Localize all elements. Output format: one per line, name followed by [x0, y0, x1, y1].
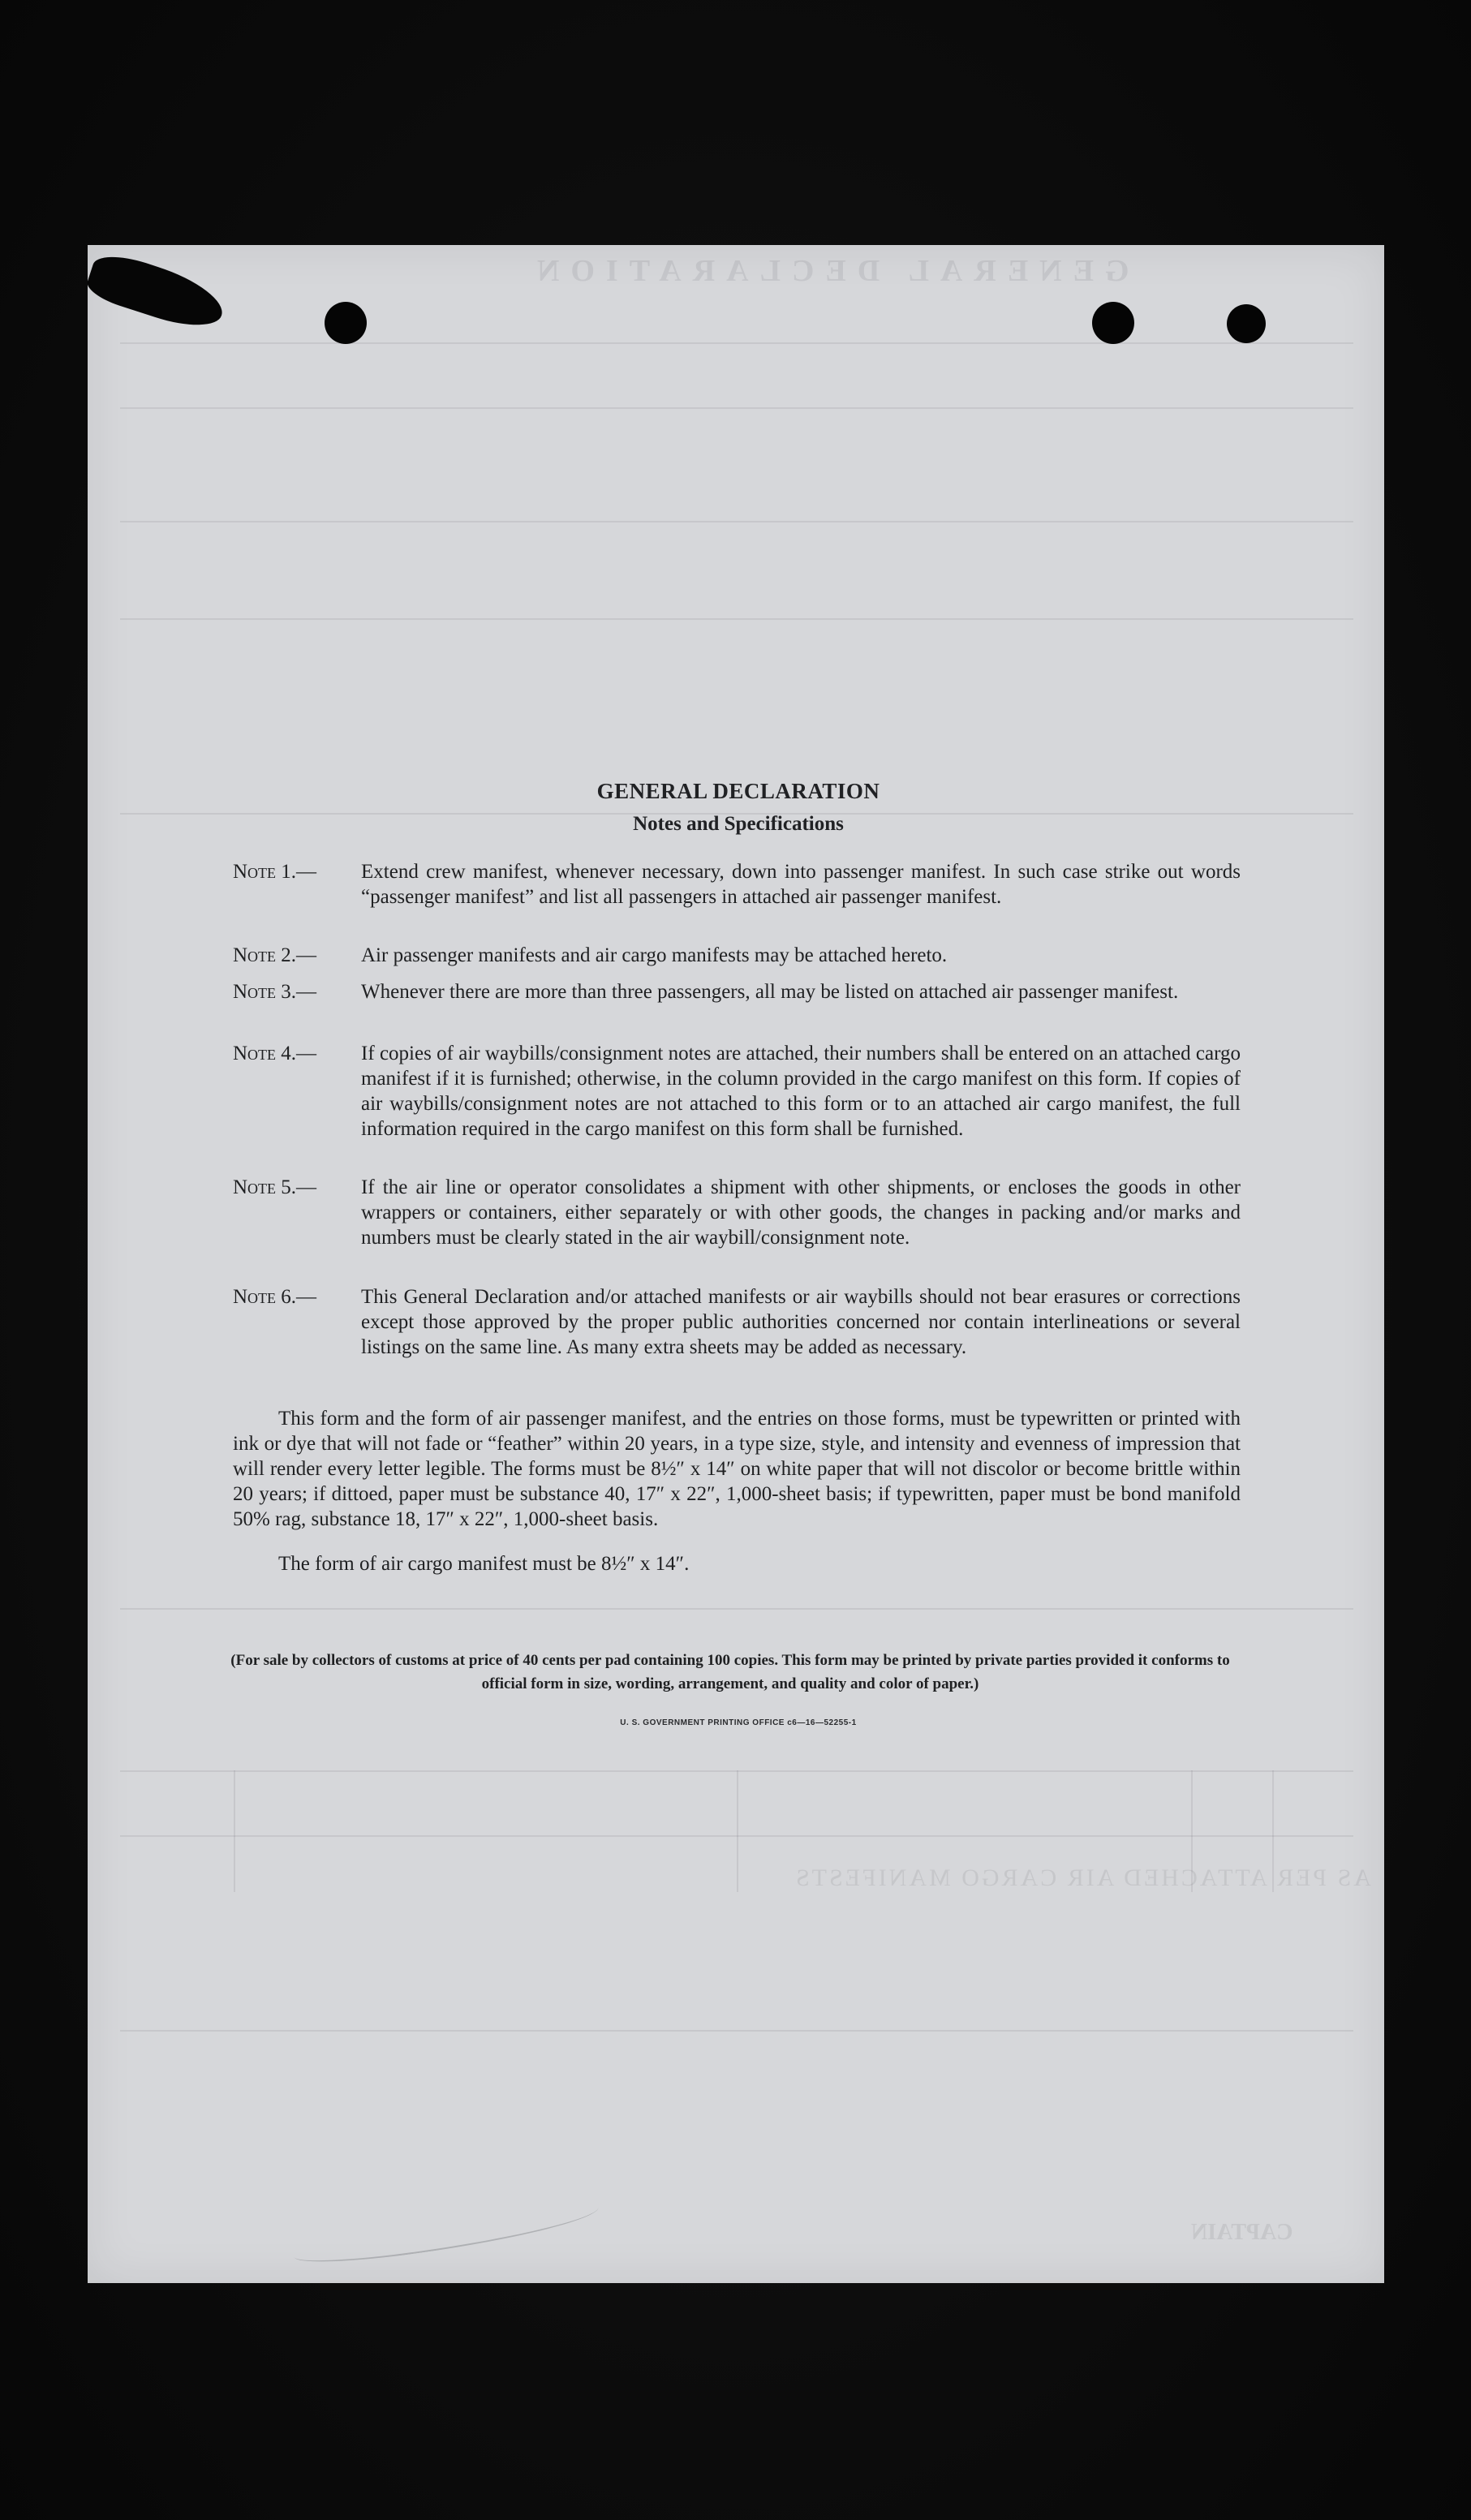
note-text: Whenever there are more than three passengers, all may be listed on attached air passenger manifest.	[361, 981, 1179, 1003]
sale-notice: (For sale by collectors of customs at price of 40 cents per pad containing 100 copies. This form may be printed by private parties provided it conforms to official form in size, wording, arrangement, and quality and color of paper.)	[230, 1652, 1230, 1692]
cargo-manifest-size: The form of air cargo manifest must be 8½″ x 14″.	[278, 1553, 690, 1575]
punch-hole-right	[1092, 302, 1134, 344]
note-text: If the air line or operator consolidates a shipment with other shipments, or encloses the goods in other wrappers or containers, either separately or with other goods, the changes in packing and/or marks and numbers must be clearly stated in the air waybill/consignment note.	[361, 1176, 1241, 1249]
note-text: Air passenger manifests and air cargo manifests may be attached hereto.	[361, 944, 948, 966]
note-label: Note 4.—	[233, 1043, 317, 1064]
note-6	[233, 1284, 1241, 1360]
note-2	[233, 943, 1241, 968]
printer-imprint: U. S. GOVERNMENT PRINTING OFFICE c6—16—52255-1	[620, 1718, 857, 1727]
bleed-through-rule	[120, 407, 1353, 409]
document-title: GENERAL DECLARATION	[596, 779, 880, 803]
bleed-through-column	[234, 1770, 235, 1892]
note-label: Note 5.—	[233, 1176, 317, 1198]
bleed-through-rule	[120, 521, 1353, 522]
bleed-through-rule	[120, 2030, 1353, 2032]
note-3	[233, 979, 1241, 1004]
note-1	[233, 859, 1241, 910]
bleed-through-header: GENERAL DECLARATION	[526, 254, 1129, 288]
bleed-through-captain: CAPTAIN	[1191, 2220, 1293, 2245]
note-text: This General Declaration and/or attached manifests or air waybills should not bear erasures or corrections except those approved by the proper public authorities concerned nor contain interlineations or several listings on the same line. As many extra sheets may be added as necessary.	[361, 1286, 1241, 1358]
note-5	[233, 1175, 1241, 1250]
bleed-through-rule	[120, 342, 1353, 344]
bleed-through-cargo-stamp: AS PER ATTACHED AIR CARGO MANIFESTS	[794, 1864, 1371, 1891]
bleed-through-rule	[120, 1608, 1353, 1610]
bleed-through-rule	[120, 618, 1353, 620]
note-4	[233, 1041, 1241, 1142]
note-label: Note 3.—	[233, 981, 317, 1003]
note-label: Note 1.—	[233, 861, 317, 883]
note-label: Note 6.—	[233, 1286, 317, 1308]
note-text: If copies of air waybills/consignment notes are attached, their numbers shall be entered on an attached cargo manifest if it is furnished; otherwise, in the column provided in the cargo manifest on this form. If copies of air waybills/consignment notes are not attached to this form or to an attached air cargo manifest, the full information required in the cargo manifest on this form shall be furnished.	[361, 1043, 1241, 1140]
punch-hole-left	[325, 302, 367, 344]
punch-hole-right-2	[1227, 304, 1266, 343]
form-specification: This form and the form of air passenger manifest, and the entries on those forms, must be typewritten or printed with ink or dye that will not fade or “feather” within 20 years, in a type size, style, and intensity and evenness of impression that will render every letter legible. The forms must be 8½″ x 14″ on white paper that will not discolor or become brittle within 20 years; if dittoed, paper must be substance 40, 17″ x 22″, 1,000-sheet basis; if typewritten, paper must be bond manifold 50% rag, substance 18, 17″ x 22″, 1,000-sheet basis.	[233, 1408, 1241, 1530]
note-label: Note 2.—	[233, 944, 317, 966]
note-text: Extend crew manifest, whenever necessary, down into passenger manifest. In such case strike out words “passenger manifest” and list all passengers in attached air passenger manifest.	[361, 861, 1241, 908]
document-subtitle: Notes and Specifications	[633, 813, 844, 835]
bleed-through-column	[737, 1770, 738, 1892]
document-page	[88, 245, 1384, 2283]
